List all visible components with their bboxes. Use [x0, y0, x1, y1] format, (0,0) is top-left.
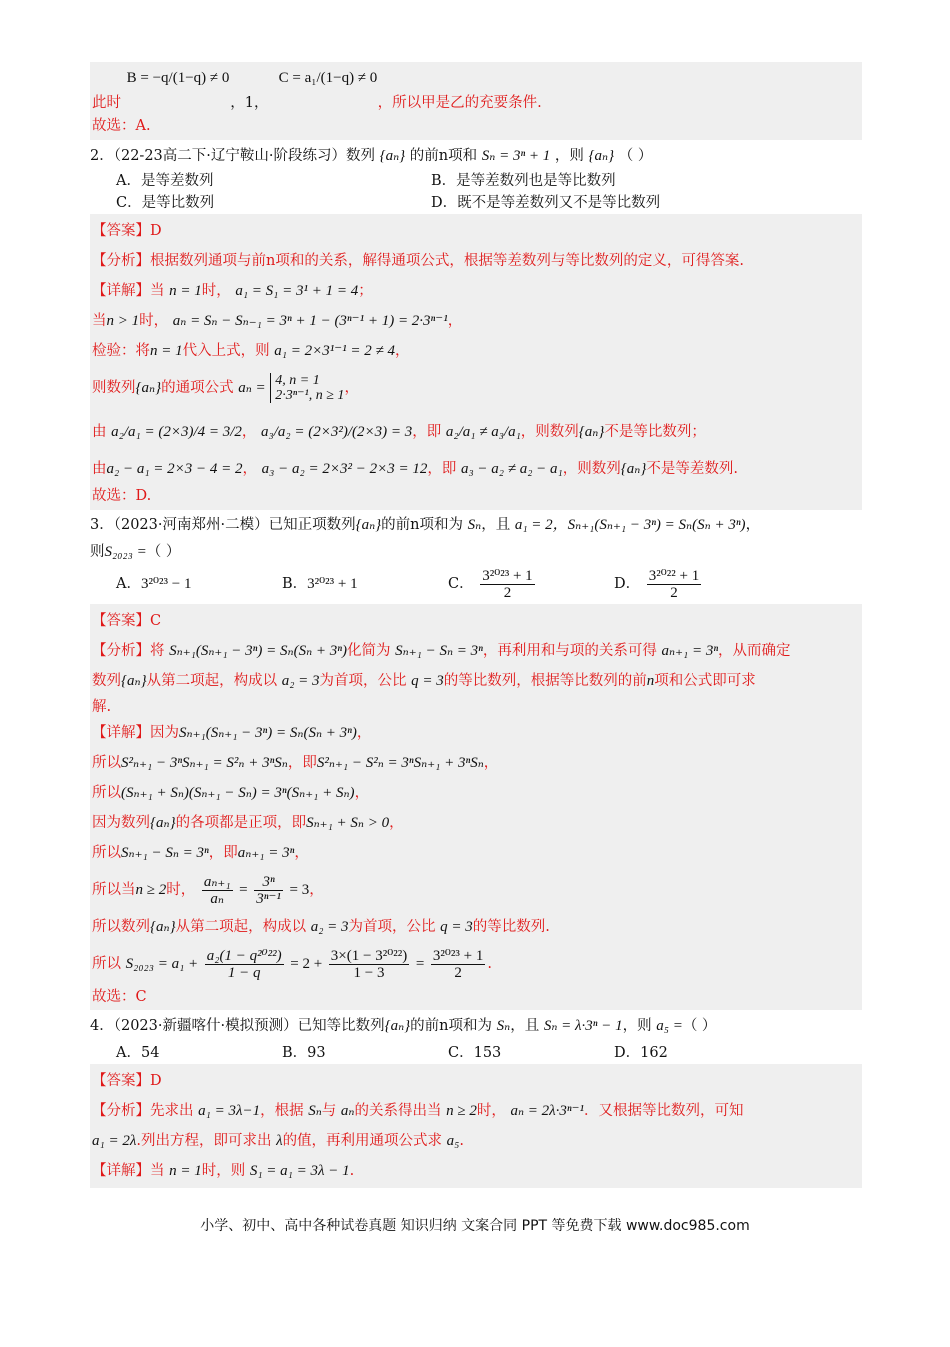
option-d[interactable]: D． $\frac{\text{3²⁰²² + 1}}{2}$	[614, 567, 700, 601]
option-c[interactable]: C．是等比数列	[116, 195, 215, 211]
option-d[interactable]: D．既不是等差数列又不是等比数列	[431, 195, 661, 211]
answer-3: C	[150, 613, 162, 629]
question-3: 3．（2023·河南郑州·二模）已知正项数列{aₙ}的前n项和为 Sₙ，且 a₁ = 2，Sₙ₊₁(Sₙ₊₁ − 3ⁿ) = Sₙ(Sₙ + 3ⁿ)， 则S₂₀₂₃ =（ ） A．3²⁰²³ − 1 B．3²⁰²³ + 1 C． $\frac{\text{3²⁰²³ + 1}}{2}$ D． $\frac{\text{3²⁰²² + 1}}{2}$	[90, 510, 862, 604]
eq-b: B = −q/(1−q) ≠ 0	[126, 70, 230, 86]
options-q4	[90, 1042, 862, 1064]
option-d[interactable]: D．162	[614, 1045, 668, 1061]
option-a[interactable]: A．54	[116, 1045, 160, 1061]
option-b[interactable]: B．3²⁰²³ + 1	[282, 576, 358, 592]
option-a[interactable]: A．3²⁰²³ − 1	[116, 576, 192, 592]
page-footer: 小学、初中、高中各种试卷真题 知识归纳 文案合同 PPT 等免费下载 www.doc985.com	[200, 1218, 750, 1234]
prev-solution-tail: B = −q/(1−q) ≠ 0 C = a₁/(1−q) ≠ 0 此时 ，1， ，所以甲是乙的充要条件. 故选：A.	[90, 62, 862, 140]
answer-4: D	[150, 1073, 162, 1089]
options-q2	[90, 170, 862, 192]
option-c[interactable]: C．153	[448, 1045, 502, 1061]
choice-line: 故选：A.	[92, 118, 151, 134]
question-4: 4．（2023·新疆喀什·模拟预测）已知等比数列{aₙ}的前n项和为 Sₙ，且 Sₙ = λ·3ⁿ − 1，则 a₅ =（ ） A．54 B．93 C．153 D．162	[90, 1010, 862, 1064]
answer-2: D	[150, 223, 162, 239]
option-c[interactable]: C． $\frac{\text{3²⁰²³ + 1}}{2}$	[448, 567, 533, 601]
option-b[interactable]: B．是等差数列也是等比数列	[431, 173, 616, 189]
option-b[interactable]: B．93	[282, 1045, 326, 1061]
solution-3: 【答案】C 【分析】将 Sₙ₊₁(Sₙ₊₁ − 3ⁿ) = Sₙ(Sₙ + 3ⁿ)化简为 Sₙ₊₁ − Sₙ = 3ⁿ，再利用和与项的关系可得 aₙ₊₁ = 3ⁿ，从而确定 数列{aₙ}从第二项起，构成以 a₂ = 3为首项，公比 q = 3的等比数列，根据等比数列的前n项和公式即可求 解. 【详解】因为Sₙ₊₁(Sₙ₊₁ − 3ⁿ) = Sₙ(Sₙ + 3ⁿ)， 所以S²ₙ₊₁ − 3ⁿSₙ₊₁ = S²ₙ + 3ⁿSₙ，即S²ₙ₊₁ − S²ₙ = 3ⁿSₙ₊₁ + 3ⁿSₙ， 所以(Sₙ₊₁ + Sₙ)(Sₙ₊₁ − Sₙ) = 3ⁿ(Sₙ₊₁ + Sₙ)， 因为数列{aₙ}的各项都是正项，即Sₙ₊₁ + Sₙ > 0， 所以Sₙ₊₁ − Sₙ = 3ⁿ，即aₙ₊₁ = 3ⁿ， 所以当n ≥ 2时， $\frac{\text{aₙ₊₁}}{\text{aₙ}}$ = $\frac{\text{3ⁿ}}{\text{3ⁿ⁻¹}}$ = 3， 所以数列{aₙ}从第二项起，构成以 a₂ = 3为首项，公比 q = 3的等比数列. 所以 S₂₀₂₃ = a₁ + $\frac{\text{a₂(1 − q²⁰²²)}}{1 - q}$ = 2 + $\frac{\text{3×(1 − 3²⁰²²)}}{1 - 3}$ = $\frac{\text{3²⁰²³ + 1}}{2}$ . 故选：C	[90, 604, 862, 1010]
solution-4: 【答案】D 【分析】先求出 a₁ = 3λ−1，根据 Sₙ与 aₙ的关系得出当 n ≥ 2时， aₙ = 2λ·3ⁿ⁻¹．又根据等比数列，可知 a₁ = 2λ.列出方程，即可求出 λ的值，再利用通项公式求 a₅. 【详解】当 n = 1时，则 S₁ = a₁ = 3λ − 1.	[90, 1064, 862, 1188]
solution-2: 【答案】D 【分析】根据数列通项与前n项和的关系，解得通项公式，根据等差数列与等比数列的定义，可得答案. 【详解】当 n = 1时， a₁ = S₁ = 3¹ + 1 = 4； 当n > 1时， aₙ = Sₙ − Sₙ₋₁ = 3ⁿ + 1 − (3ⁿ⁻¹ + 1) = 2·3ⁿ⁻¹， 检验：将n = 1代入上式，则 a₁ = 2×3¹⁻¹ = 2 ≠ 4， 则数列{aₙ}的通项公式 aₙ = 4, n = 1 2·3ⁿ⁻¹, n ≥ 1 ， 由 a₂/a₁ = (2×3)/4 = 3/2， a₃/a₂ = (2×3²)/(2×3) = 3，即 a₂/a₁ ≠ a₃/a₁，则数列{aₙ}不是等比数列； 由a₂ − a₁ = 2×3 − 4 = 2， a₃ − a₂ = 2×3² − 2×3 = 12，即 a₃ − a₂ ≠ a₂ − a₁，则数列{aₙ}不是等差数列. 故选：D.	[90, 214, 862, 510]
piecewise-formula: 4, n = 1 2·3ⁿ⁻¹, n ≥ 1	[270, 373, 344, 403]
eq-c: C = a₁/(1−q) ≠ 0	[278, 70, 378, 86]
option-a[interactable]: A．是等差数列	[116, 173, 214, 189]
question-2: 2．（22-23高二下·辽宁鞍山·阶段练习）数列 {aₙ} 的前n项和 Sₙ = 3ⁿ + 1 ，则 {aₙ} （ ） A．是等差数列 B．是等差数列也是等比数列 C．是等比数列 D．既不是等差数列又不是等比数列	[90, 142, 862, 214]
options-q3	[90, 564, 862, 604]
document-page	[90, 62, 862, 1188]
